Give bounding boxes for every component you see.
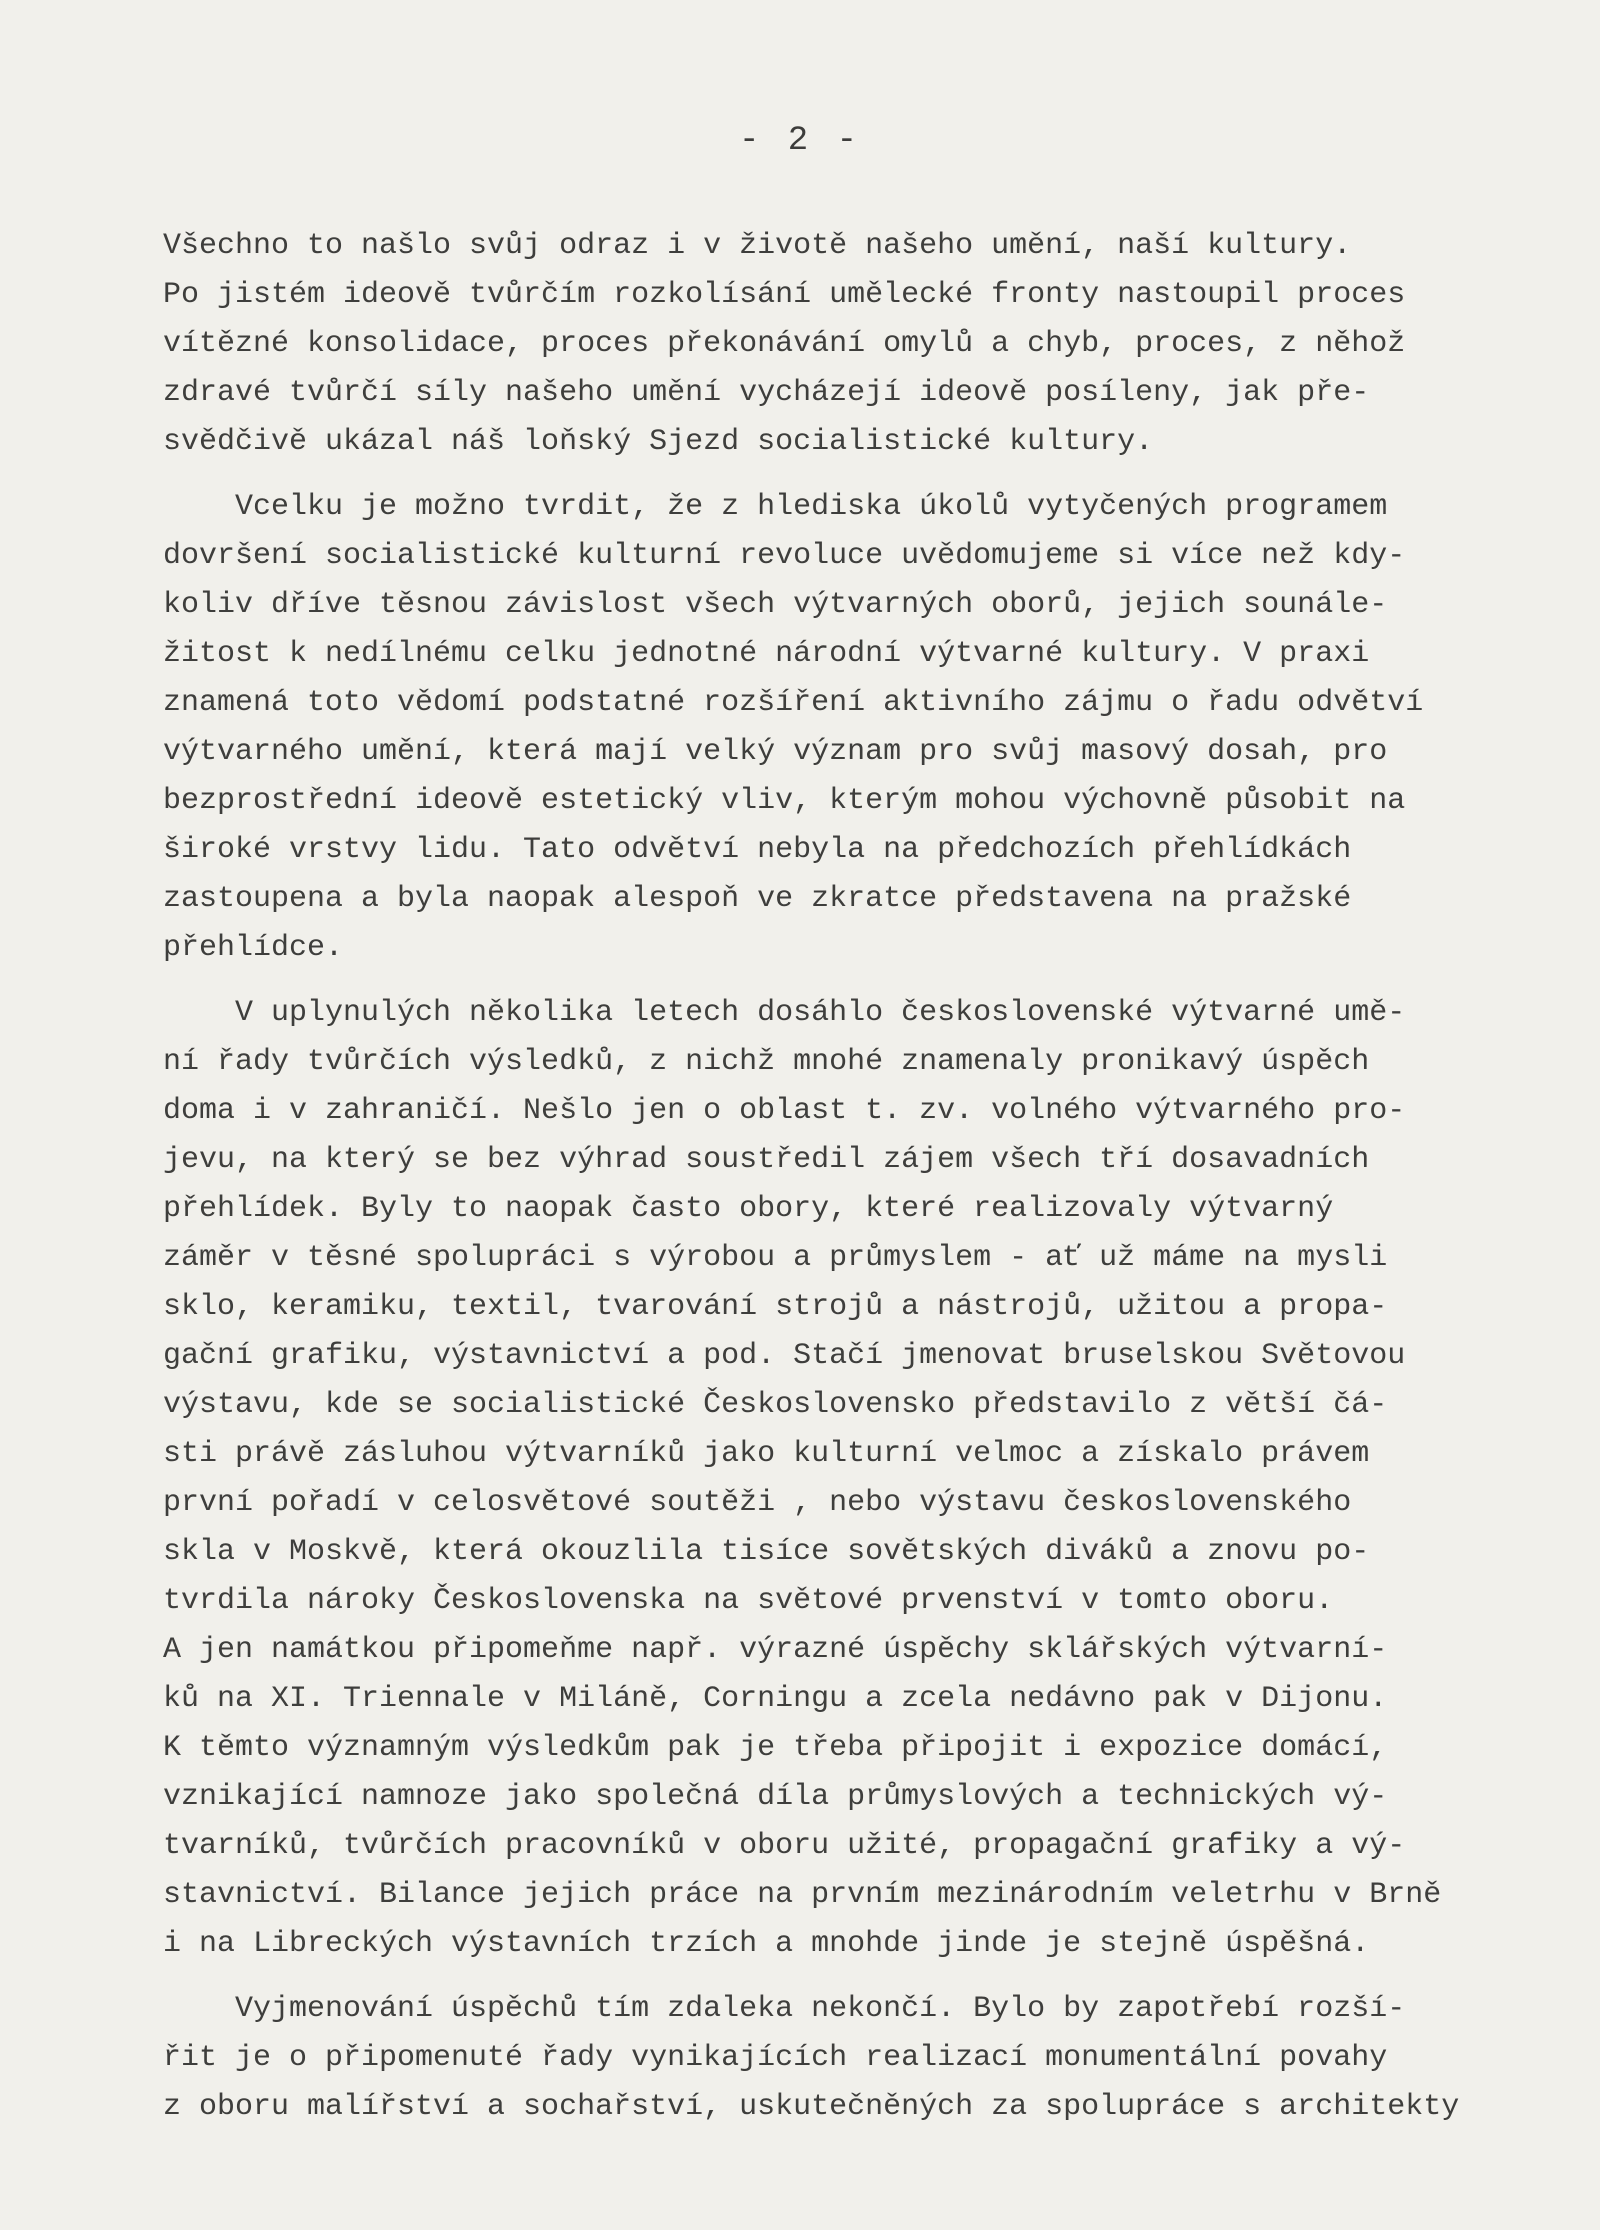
text-line: V uplynulých několika letech dosáhlo československé výtvarné umě-	[163, 996, 1406, 1030]
text-line: tvrdila nároky Československa na světové prvenství v tomto oboru.	[163, 1584, 1334, 1618]
text-line: řit je o připomenuté řady vynikajících realizací monumentální povahy	[163, 2041, 1388, 2075]
text-line: gační grafiku, výstavnictví a pod. Stačí jmenovat bruselskou Světovou	[163, 1339, 1406, 1373]
text-line: vítězné konsolidace, proces překonávání omylů a chyb, proces, z něhož	[163, 327, 1406, 361]
text-line: skla v Moskvě, která okouzlila tisíce sovětských diváků a znovu po-	[163, 1535, 1370, 1569]
text-line: A jen namátkou připomeňme např. výrazné úspěchy sklářských výtvarní-	[163, 1633, 1388, 1667]
text-line: bezprostřední ideově estetický vliv, kterým mohou výchovně působit na	[163, 784, 1406, 818]
text-line: tvarníků, tvůrčích pracovníků v oboru užité, propagační grafiky a vý-	[163, 1829, 1406, 1863]
text-line: stavnictví. Bilance jejich práce na prvním mezinárodním veletrhu v Brně	[163, 1878, 1442, 1912]
text-line: široké vrstvy lidu. Tato odvětví nebyla na předchozích přehlídkách	[163, 833, 1352, 867]
text-line: svědčivě ukázal náš loňský Sjezd socialistické kultury.	[163, 425, 1154, 459]
text-line: přehlídek. Byly to naopak často obory, které realizovaly výtvarný	[163, 1192, 1334, 1226]
text-line: dovršení socialistické kulturní revoluce uvědomujeme si více než kdy-	[163, 539, 1406, 573]
text-line: Vcelku je možno tvrdit, že z hlediska úkolů vytyčených programem	[163, 490, 1388, 524]
paragraph-1	[163, 222, 1583, 467]
text-line: vznikající namnoze jako společná díla průmyslových a technických vý-	[163, 1780, 1388, 1814]
body-text	[163, 222, 1583, 2148]
text-line: zdravé tvůrčí síly našeho umění vycházejí ideově posíleny, jak pře-	[163, 376, 1370, 410]
text-line: ků na XI. Triennale v Miláně, Corningu a zcela nedávno pak v Dijonu.	[163, 1682, 1388, 1716]
text-line: jevu, na který se bez výhrad soustředil zájem všech tří dosavadních	[163, 1143, 1370, 1177]
text-line: doma i v zahraničí. Nešlo jen o oblast t. zv. volného výtvarného pro-	[163, 1094, 1406, 1128]
paragraph-4	[163, 1985, 1583, 2132]
text-line: koliv dříve těsnou závislost všech výtvarných oborů, jejich sounále-	[163, 588, 1388, 622]
text-line: Všechno to našlo svůj odraz i v životě našeho umění, naší kultury.	[163, 229, 1352, 263]
text-line: první pořadí v celosvětové soutěži , nebo výstavu československého	[163, 1486, 1352, 1520]
text-line: přehlídce.	[163, 931, 344, 965]
text-line: záměr v těsné spolupráci s výrobou a průmyslem - ať už máme na mysli	[163, 1241, 1388, 1275]
text-line: z oboru malířství a sochařství, uskutečněných za spolupráce s architekty	[163, 2090, 1460, 2124]
text-line: výstavu, kde se socialistické Československo představilo z větší čá-	[163, 1388, 1388, 1422]
text-line: ní řady tvůrčích výsledků, z nichž mnohé znamenaly pronikavý úspěch	[163, 1045, 1370, 1079]
text-line: zastoupena a byla naopak alespoň ve zkratce představena na pražské	[163, 882, 1352, 916]
paragraph-3	[163, 989, 1583, 1969]
text-line: sti právě zásluhou výtvarníků jako kulturní velmoc a získalo právem	[163, 1437, 1370, 1471]
text-line: sklo, keramiku, textil, tvarování strojů a nástrojů, užitou a propa-	[163, 1290, 1388, 1324]
page-number: - 2 -	[738, 122, 862, 160]
text-line: žitost k nedílnému celku jednotné národní výtvarné kultury. V praxi	[163, 637, 1370, 671]
text-line: Po jistém ideově tvůrčím rozkolísání umělecké fronty nastoupil proces	[163, 278, 1406, 312]
text-line: K těmto významným výsledkům pak je třeba připojit i expozice domácí,	[163, 1731, 1388, 1765]
text-line: Vyjmenování úspěchů tím zdaleka nekončí. Bylo by zapotřebí rozší-	[163, 1992, 1406, 2026]
text-line: i na Libreckých výstavních trzích a mnohde jinde je stejně úspěšná.	[163, 1927, 1370, 1961]
paragraph-2	[163, 483, 1583, 973]
text-line: znamená toto vědomí podstatné rozšíření aktivního zájmu o řadu odvětví	[163, 686, 1424, 720]
text-line: výtvarného umění, která mají velký význam pro svůj masový dosah, pro	[163, 735, 1388, 769]
